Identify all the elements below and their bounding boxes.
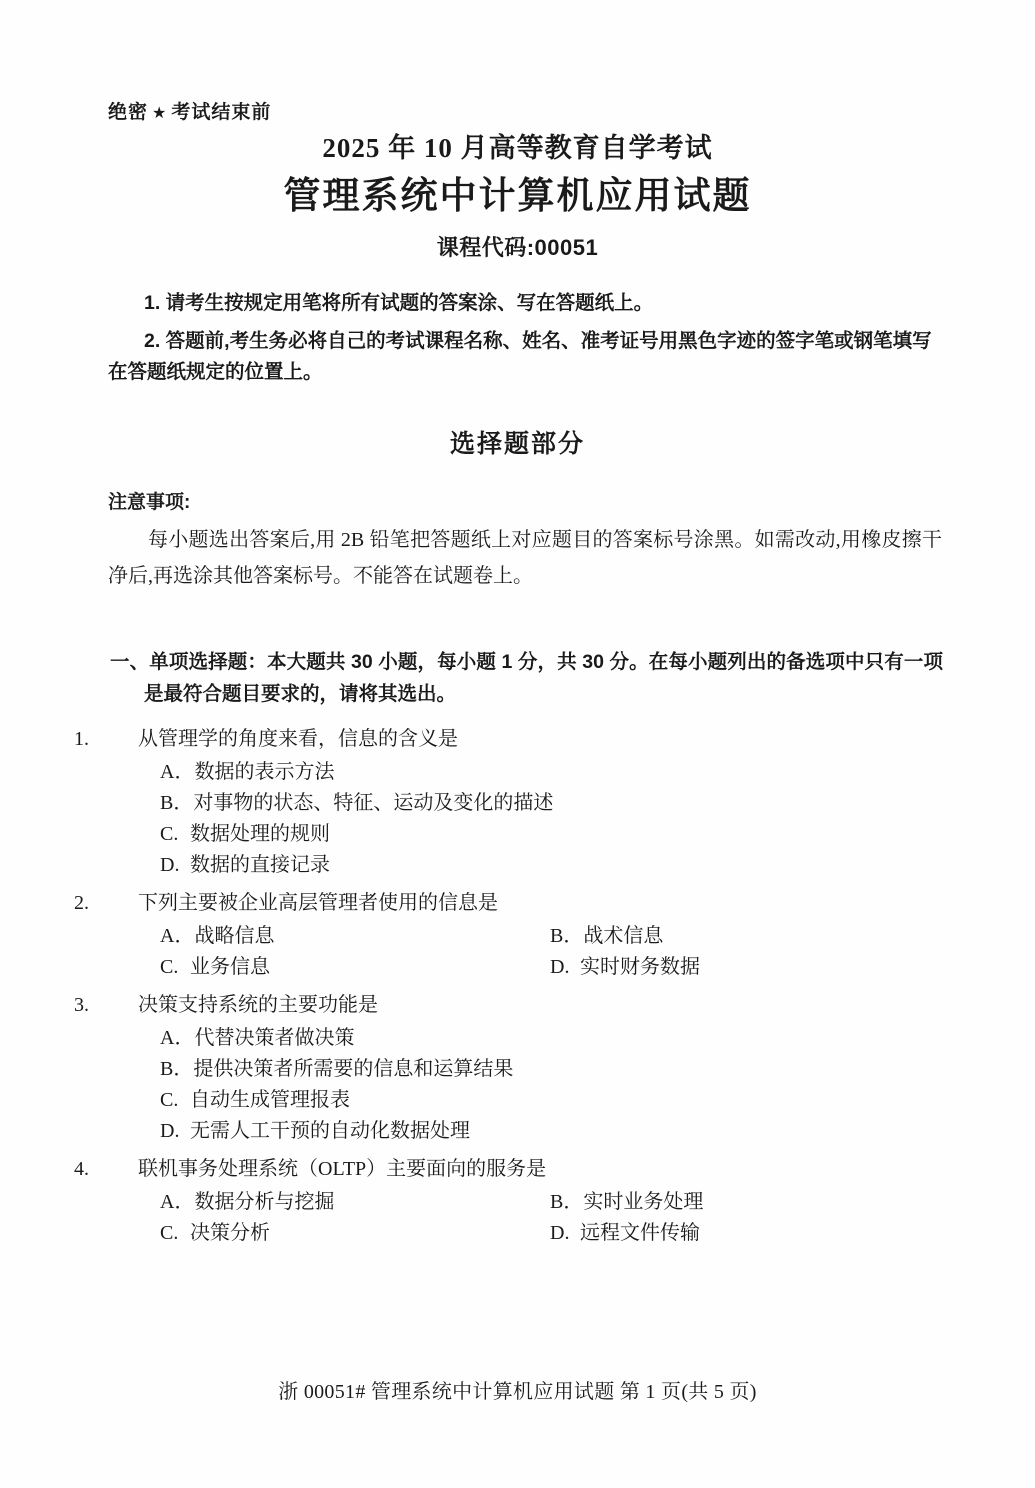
- option-c[interactable]: [110, 1085, 350, 1116]
- section-heading: 选择题部分: [449, 430, 585, 458]
- option-c[interactable]: [110, 1218, 550, 1249]
- option-text: 数据处理的规则: [190, 823, 330, 845]
- question-item: [74, 724, 943, 881]
- notice-body: 每小题选出答案后,用 2B 铅笔把答题纸上对应题目的答案标号涂黑。如需改动,用橡皮擦干净后,再选涂其他答案标号。不能答在试题卷上。: [108, 529, 942, 587]
- option-letter: C.: [160, 1089, 179, 1111]
- option-letter: B．: [550, 925, 584, 947]
- option-letter: B．: [550, 1191, 584, 1213]
- title-block: [0, 132, 1035, 262]
- question-number: 4.: [74, 1158, 89, 1180]
- option-row: [110, 788, 943, 819]
- question-list: [74, 724, 943, 1251]
- option-text: 决策分析: [190, 1222, 270, 1244]
- option-b[interactable]: [110, 1054, 513, 1085]
- question-number: 1.: [74, 728, 89, 750]
- secrecy-marking: [108, 97, 271, 124]
- option-text: 代替决策者做决策: [194, 1027, 355, 1049]
- option-text: 战术信息: [583, 925, 664, 947]
- question-stem: [74, 888, 943, 919]
- option-text: 自动生成管理报表: [190, 1089, 350, 1111]
- option-letter: B．: [160, 792, 194, 814]
- option-letter: D.: [550, 956, 570, 978]
- option-row: [110, 757, 943, 788]
- option-row: [110, 819, 943, 850]
- option-row: [110, 1023, 943, 1054]
- question-number: 2.: [74, 892, 89, 914]
- option-list: [110, 1023, 943, 1147]
- option-row: [110, 952, 943, 983]
- option-d[interactable]: [550, 952, 700, 983]
- secrecy-prefix: 绝密: [108, 102, 149, 123]
- option-row: [110, 1218, 943, 1249]
- question-stem: [74, 1154, 943, 1185]
- option-row: [110, 921, 943, 952]
- question-number: 3.: [74, 994, 89, 1016]
- option-list: [110, 921, 943, 983]
- option-letter: D.: [550, 1222, 570, 1244]
- option-text: 实时业务处理: [583, 1191, 704, 1213]
- part-one-header: 一、单项选择题：本大题共 30 小题，每小题 1 分，共 30 分。在每小题列出的备选项中只有一项是最符合题目要求的，请将其选出。: [110, 651, 943, 706]
- option-text: 数据的直接记录: [190, 854, 330, 876]
- option-text: 远程文件传输: [580, 1222, 700, 1244]
- option-d[interactable]: [110, 1116, 470, 1147]
- instruction-item: 1. 请考生按规定用笔将所有试题的答案涂、写在答题纸上。: [144, 292, 654, 314]
- option-letter: A．: [160, 1191, 195, 1213]
- option-letter: A．: [160, 925, 195, 947]
- option-b[interactable]: [110, 788, 553, 819]
- option-a[interactable]: [110, 1187, 550, 1218]
- star-icon: ★: [152, 105, 168, 122]
- question-text: 联机事务处理系统（OLTP）主要面向的服务是: [138, 1158, 547, 1180]
- question-text: 决策支持系统的主要功能是: [138, 994, 378, 1016]
- option-letter: D.: [160, 1120, 180, 1142]
- option-text: 战略信息: [194, 925, 275, 947]
- instruction-item: 2. 答题前,考生务必将自己的考试课程名称、姓名、准考证号用黑色字迹的签字笔或钢笔填写在答题纸规定的位置上。: [108, 329, 932, 384]
- option-a[interactable]: [110, 1023, 354, 1054]
- option-c[interactable]: [110, 952, 550, 983]
- notice-label: 注意事项:: [108, 492, 191, 513]
- option-text: 无需人工干预的自动化数据处理: [190, 1120, 470, 1142]
- course-code: 课程代码:00051: [436, 234, 599, 260]
- page-footer: 浙 00051# 管理系统中计算机应用试题 第 1 页(共 5 页): [278, 1381, 757, 1403]
- option-b[interactable]: [550, 921, 663, 952]
- page-title: 管理系统中计算机应用试题: [283, 174, 752, 216]
- option-d[interactable]: [550, 1218, 700, 1249]
- option-row: [110, 1116, 943, 1147]
- question-item: [74, 1154, 943, 1249]
- option-letter: C.: [160, 956, 179, 978]
- option-a[interactable]: [110, 757, 334, 788]
- question-item: [74, 888, 943, 983]
- option-text: 数据分析与挖掘: [194, 1191, 335, 1213]
- question-text: 下列主要被企业高层管理者使用的信息是: [138, 892, 498, 914]
- secrecy-suffix: 考试结束前: [171, 102, 272, 123]
- option-row: [110, 850, 943, 881]
- option-d[interactable]: [110, 850, 330, 881]
- option-row: [110, 1085, 943, 1116]
- option-b[interactable]: [550, 1187, 703, 1218]
- question-stem: [74, 724, 943, 755]
- option-text: 业务信息: [190, 956, 270, 978]
- question-stem: [74, 990, 943, 1021]
- option-row: [110, 1187, 943, 1218]
- option-text: 对事物的状态、特征、运动及变化的描述: [193, 792, 554, 814]
- option-a[interactable]: [110, 921, 550, 952]
- question-item: [74, 990, 943, 1147]
- option-letter: C.: [160, 823, 179, 845]
- option-list: [110, 1187, 943, 1249]
- option-letter: A．: [160, 761, 195, 783]
- option-row: [110, 1054, 943, 1085]
- exam-year-title: 2025 年 10 月高等教育自学考试: [322, 133, 713, 163]
- option-text: 提供决策者所需要的信息和运算结果: [193, 1058, 514, 1080]
- option-letter: A．: [160, 1027, 195, 1049]
- option-letter: B．: [160, 1058, 194, 1080]
- option-list: [110, 757, 943, 881]
- option-letter: C.: [160, 1222, 179, 1244]
- option-text: 实时财务数据: [580, 956, 700, 978]
- option-c[interactable]: [110, 819, 330, 850]
- option-text: 数据的表示方法: [194, 761, 335, 783]
- instructions-block: [108, 288, 940, 389]
- option-letter: D.: [160, 854, 180, 876]
- question-text: 从管理学的角度来看，信息的含义是: [138, 728, 458, 750]
